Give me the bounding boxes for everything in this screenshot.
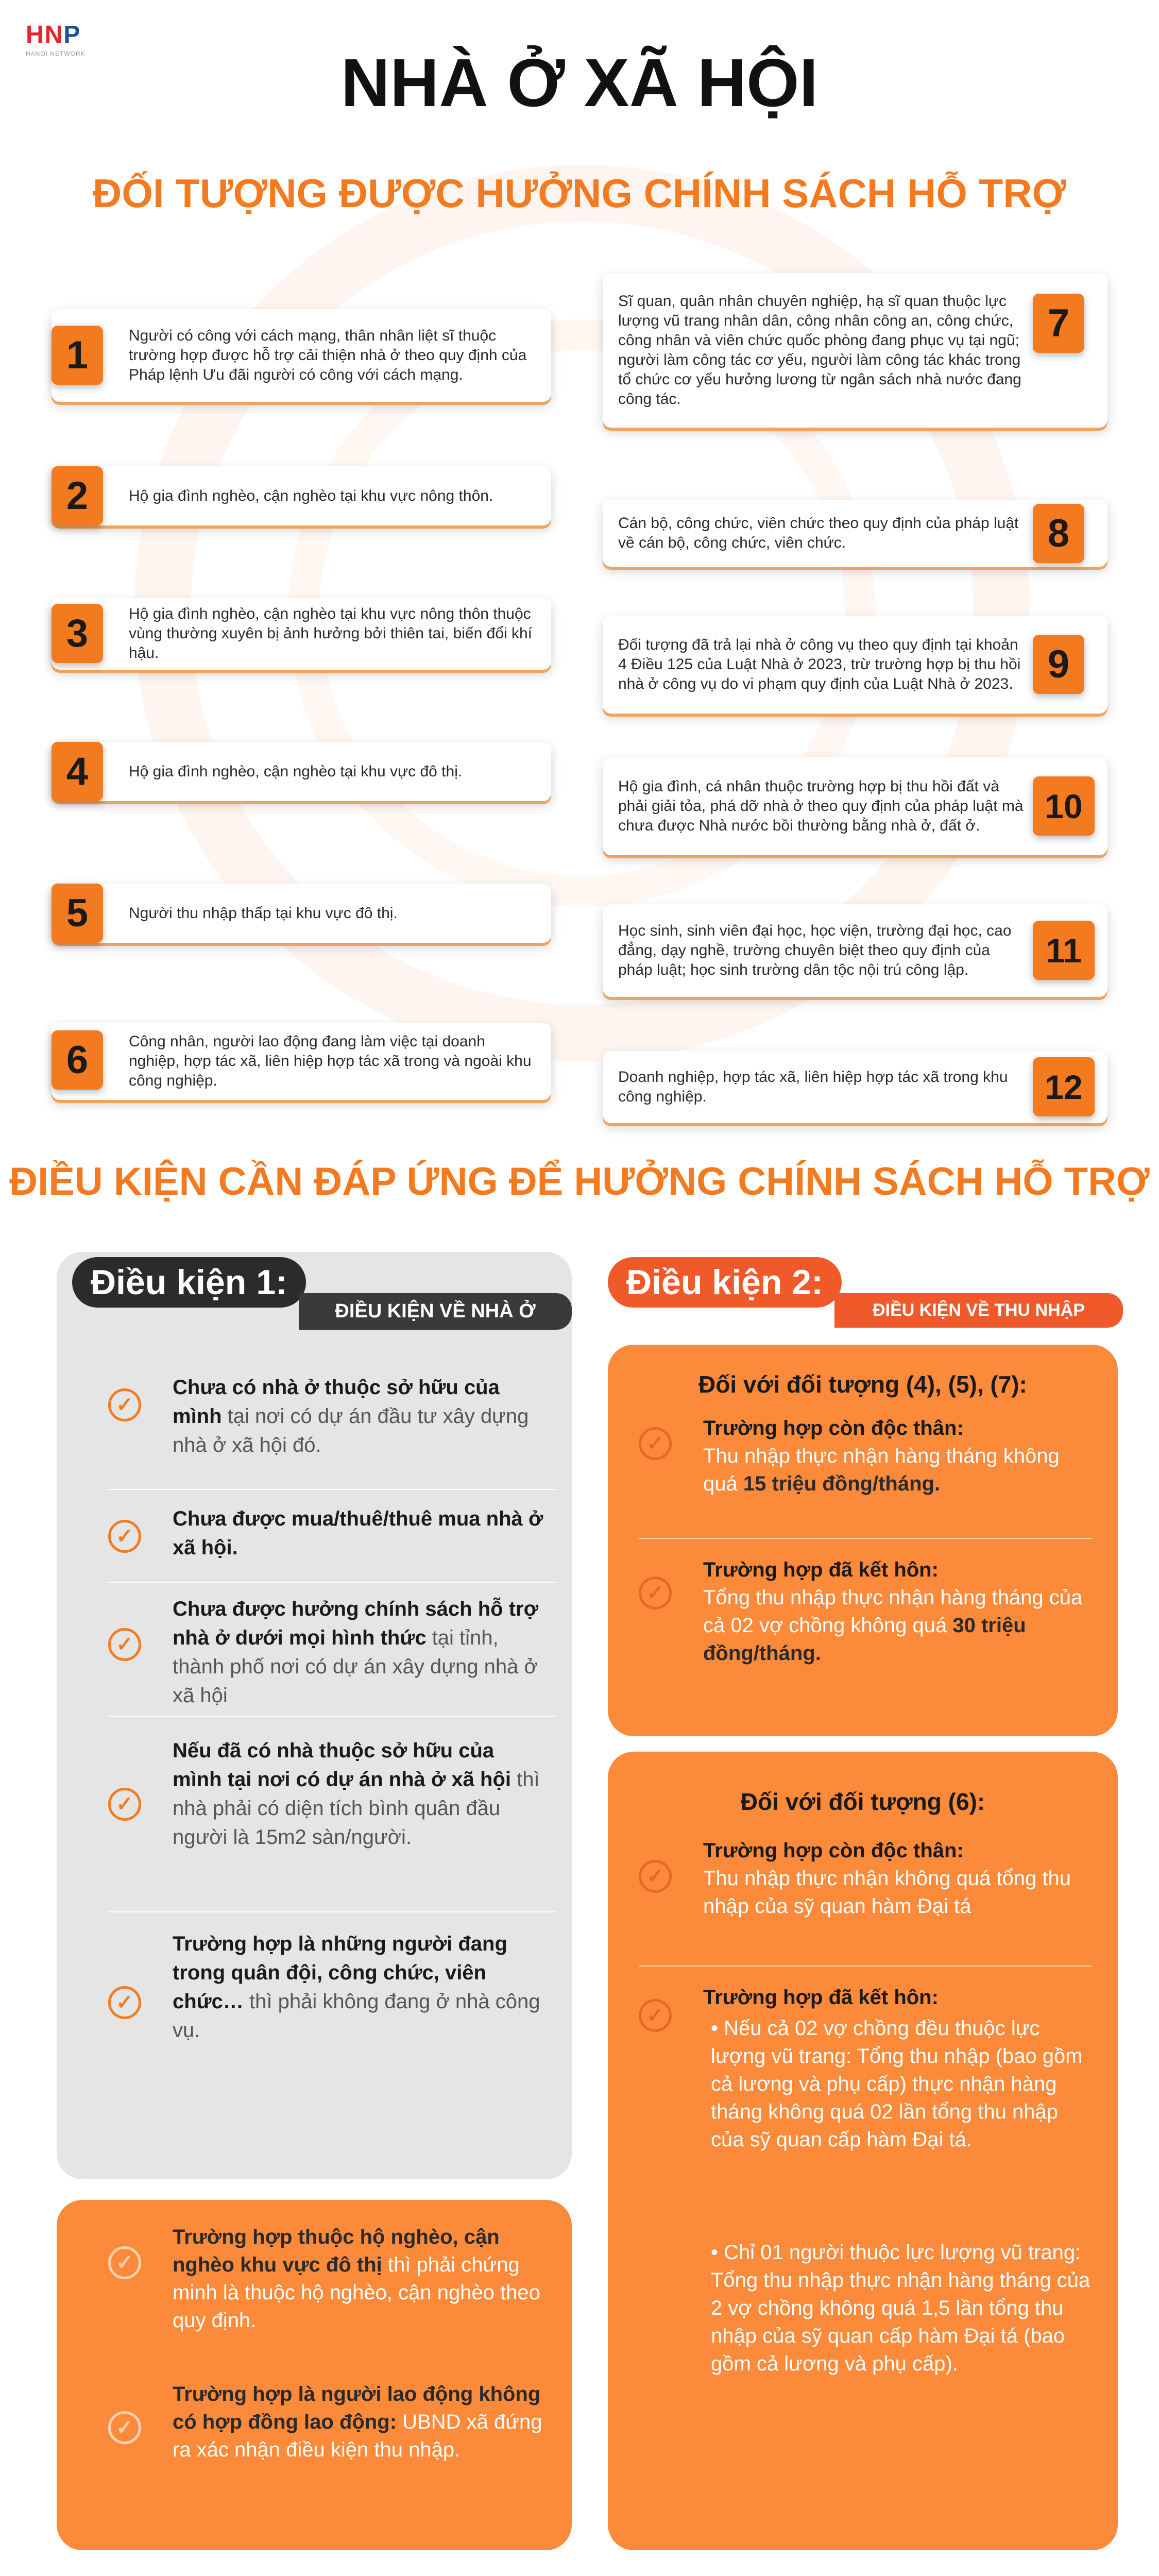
check-icon: ✓ [108, 1388, 141, 1421]
check-icon: ✓ [108, 2246, 141, 2279]
condition-text: Trường hợp còn độc thân: Thu nhập thực nhận hàng tháng không quá 15 triệu đồng/tháng. [703, 1417, 1060, 1495]
list-item [52, 598, 551, 670]
item-text: Doanh nghiệp, hợp tác xã, liên hiệp hợp tác xã trong khu công nghiệp. [618, 1069, 1008, 1105]
condition1-subtitle: ĐIỀU KIỆN VỀ NHÀ Ở [299, 1293, 572, 1330]
married-label: Trường hợp đã kết hôn: [703, 1986, 939, 2009]
check-icon: ✓ [639, 1999, 672, 2032]
condition1-badge: Điều kiện 1: [72, 1257, 306, 1308]
check-icon: ✓ [108, 1628, 141, 1661]
item-number: 7 [1033, 294, 1084, 353]
list-item [603, 500, 1107, 567]
group-b-heading: Đối với đối tượng (6): [740, 1788, 985, 1815]
check-icon: ✓ [108, 1520, 141, 1553]
condition2-badge: Điều kiện 2: [608, 1257, 842, 1308]
list-item [603, 904, 1107, 997]
list-item [603, 273, 1107, 428]
item-number: 1 [52, 326, 103, 385]
check-icon: ✓ [639, 1577, 672, 1609]
section1-heading: ĐỐI TƯỢNG ĐƯỢC HƯỞNG CHÍNH SÁCH HỖ TRỢ [92, 171, 1067, 216]
divider [108, 1716, 556, 1717]
divider [108, 1489, 556, 1490]
item-number: 9 [1033, 635, 1084, 694]
check-icon: ✓ [108, 2411, 141, 2444]
divider [639, 1538, 1092, 1539]
divider [108, 1911, 556, 1912]
list-item [603, 616, 1107, 714]
item-text: Hộ gia đình nghèo, cận nghèo tại khu vực đô thị. [129, 762, 463, 780]
check-icon: ✓ [639, 1427, 672, 1460]
item-text: Người có công với cách mạng, thân nhân liệt sĩ thuộc trường hợp được hỗ trợ cải thiện nhà ở theo quy định của Pháp lệnh Ưu đãi người có công với cách mạng. [129, 327, 527, 383]
item-number: 6 [52, 1030, 103, 1090]
list-item [52, 309, 551, 402]
condition-text: Chưa được hưởng chính sách hỗ trợ nhà ở dưới mọi hình thức tại tỉnh, thành phố nơi có dự án xây dựng nhà ở xã hội [173, 1598, 539, 1707]
item-text: Sĩ quan, quân nhân chuyên nghiệp, hạ sĩ quan thuộc lực lượng vũ trang nhân dân, công nhân công an, công chức, công nhân và viên chức quốc phòng đang phục vụ tại ngũ; người làm công tác cơ yếu, người làm công tác khác trong tổ chức cơ yếu hưởng lương từ ngân sách nhà nước đang công tác. [618, 293, 1021, 408]
list-item [52, 1023, 551, 1100]
item-text: Đối tượng đã trả lại nhà ở công vụ theo quy định tại khoản 4 Điều 125 của Luật Nhà ở 2023, trừ trường hợp bị thu hồi nhà ở công vụ do vi phạm quy định của Luật Nhà ở 2023. [618, 636, 1021, 692]
condition-text: Trường hợp đã kết hôn: Tổng thu nhập thực nhận hàng tháng của cả 02 vợ chồng không quá 30 triệu đồng/tháng. [703, 1558, 1083, 1665]
section2-heading: ĐIỀU KIỆN CẦN ĐÁP ỨNG ĐỂ HƯỞNG CHÍNH SÁCH HỖ TRỢ [9, 1160, 1150, 1204]
check-icon: ✓ [108, 1788, 141, 1821]
item-text: Hộ gia đình nghèo, cận nghèo tại khu vực nông thôn thuộc vùng thường xuyên bị ảnh hưởng bởi thiên tai, biến đổi khí hậu. [129, 605, 533, 662]
item-number: 3 [52, 604, 103, 663]
check-icon: ✓ [639, 1860, 672, 1893]
condition-text: Chưa có nhà ở thuộc sở hữu của mình tại nơi có dự án đầu tư xây dựng nhà ở xã hội đó. [173, 1376, 529, 1456]
divider [108, 1582, 556, 1583]
list-item [52, 884, 551, 943]
item-number: 2 [52, 466, 103, 526]
item-number: 8 [1033, 504, 1084, 563]
bullet-item: • Nếu cả 02 vợ chồng đều thuộc lực lượng vũ trang: Tổng thu nhập (bao gồm cả lương và phụ cấp) thực nhận hàng tháng không quá 02 lần tổng thu nhập của sỹ quan cấp hàm Đại tá. [711, 2017, 1083, 2151]
condition-text: Trường hợp thuộc hộ nghèo, cận nghèo khu vực đô thị thì phải chứng minh là thuộc hộ nghèo, cận nghèo theo quy định. [173, 2226, 540, 2332]
item-text: Cán bộ, công chức, viên chức theo quy định của pháp luật về cán bộ, công chức, viên chức. [618, 515, 1019, 551]
list-item [603, 1051, 1107, 1123]
bullet-item: • Chỉ 01 người thuộc lực lượng vũ trang: Tổng thu nhập thực nhận hàng tháng của 2 vợ chồng không quá 1,5 lần tổng thu nhập của sỹ quan cấp hàm Đại tá (bao gồm cả lương và phụ cấp). [711, 2241, 1090, 2375]
group-a-heading: Đối với đối tượng (4), (5), (7): [698, 1371, 1027, 1398]
divider [639, 1965, 1092, 1967]
item-number: 10 [1033, 776, 1095, 836]
item-number: 4 [52, 742, 103, 801]
condition-text: Chưa được mua/thuê/thuê mua nhà ở xã hội. [173, 1507, 543, 1559]
check-icon: ✓ [108, 1986, 141, 2019]
item-number: 5 [52, 884, 103, 943]
condition2-group-a-panel [608, 1345, 1118, 1736]
list-item [52, 742, 551, 801]
list-item [52, 466, 551, 526]
item-number: 11 [1033, 921, 1095, 980]
list-item [603, 757, 1107, 855]
logo-sub: HANOI NETWORK [26, 50, 86, 57]
item-number: 12 [1033, 1057, 1095, 1116]
condition-text: Trường hợp là người lao động không có hợp đồng lao động: UBND xã đứng ra xác nhận điều kiện thu nhập. [173, 2383, 542, 2461]
logo: HNP HANOI NETWORK [26, 21, 86, 57]
page-title: NHÀ Ở XÃ HỘI [340, 45, 819, 121]
item-text: Người thu nhập thấp tại khu vực đô thị. [129, 904, 398, 922]
condition2-subtitle: ĐIỀU KIỆN VỀ THU NHẬP [834, 1293, 1123, 1328]
item-text: Học sinh, sinh viên đại học, học viện, trường đại học, cao đẳng, dạy nghề, trường chuyên biệt theo quy định của pháp luật; học sinh trường dân tộc nội trú công lập. [618, 922, 1012, 978]
condition-text: Trường hợp còn độc thân: Thu nhập thực nhận không quá tổng thu nhập của sỹ quan hàm Đại tá [703, 1839, 1071, 1918]
item-text: Hộ gia đình nghèo, cận nghèo tại khu vực nông thôn. [129, 487, 493, 504]
item-text: Hộ gia đình, cá nhân thuộc trường hợp bị thu hồi đất và phải giải tỏa, phá dỡ nhà ở theo quy định của pháp luật mà chưa được Nhà nước bồi thường bằng nhà ở, đất ở. [618, 778, 1024, 834]
condition-text: Nếu đã có nhà thuộc sở hữu của mình tại nơi có dự án nhà ở xã hội thì nhà phải có diện tích bình quân đầu người là 15m2 sàn/người. [173, 1739, 540, 1849]
condition-text: Trường hợp là những người đang trong quân đội, công chức, viên chức… thì phải không đang ở nhà công vụ. [173, 1933, 540, 2042]
item-text: Công nhân, người lao động đang làm việc tại doanh nghiệp, hợp tác xã, liên hiệp hợp tác xã trong và ngoài khu công nghiệp. [129, 1033, 532, 1089]
